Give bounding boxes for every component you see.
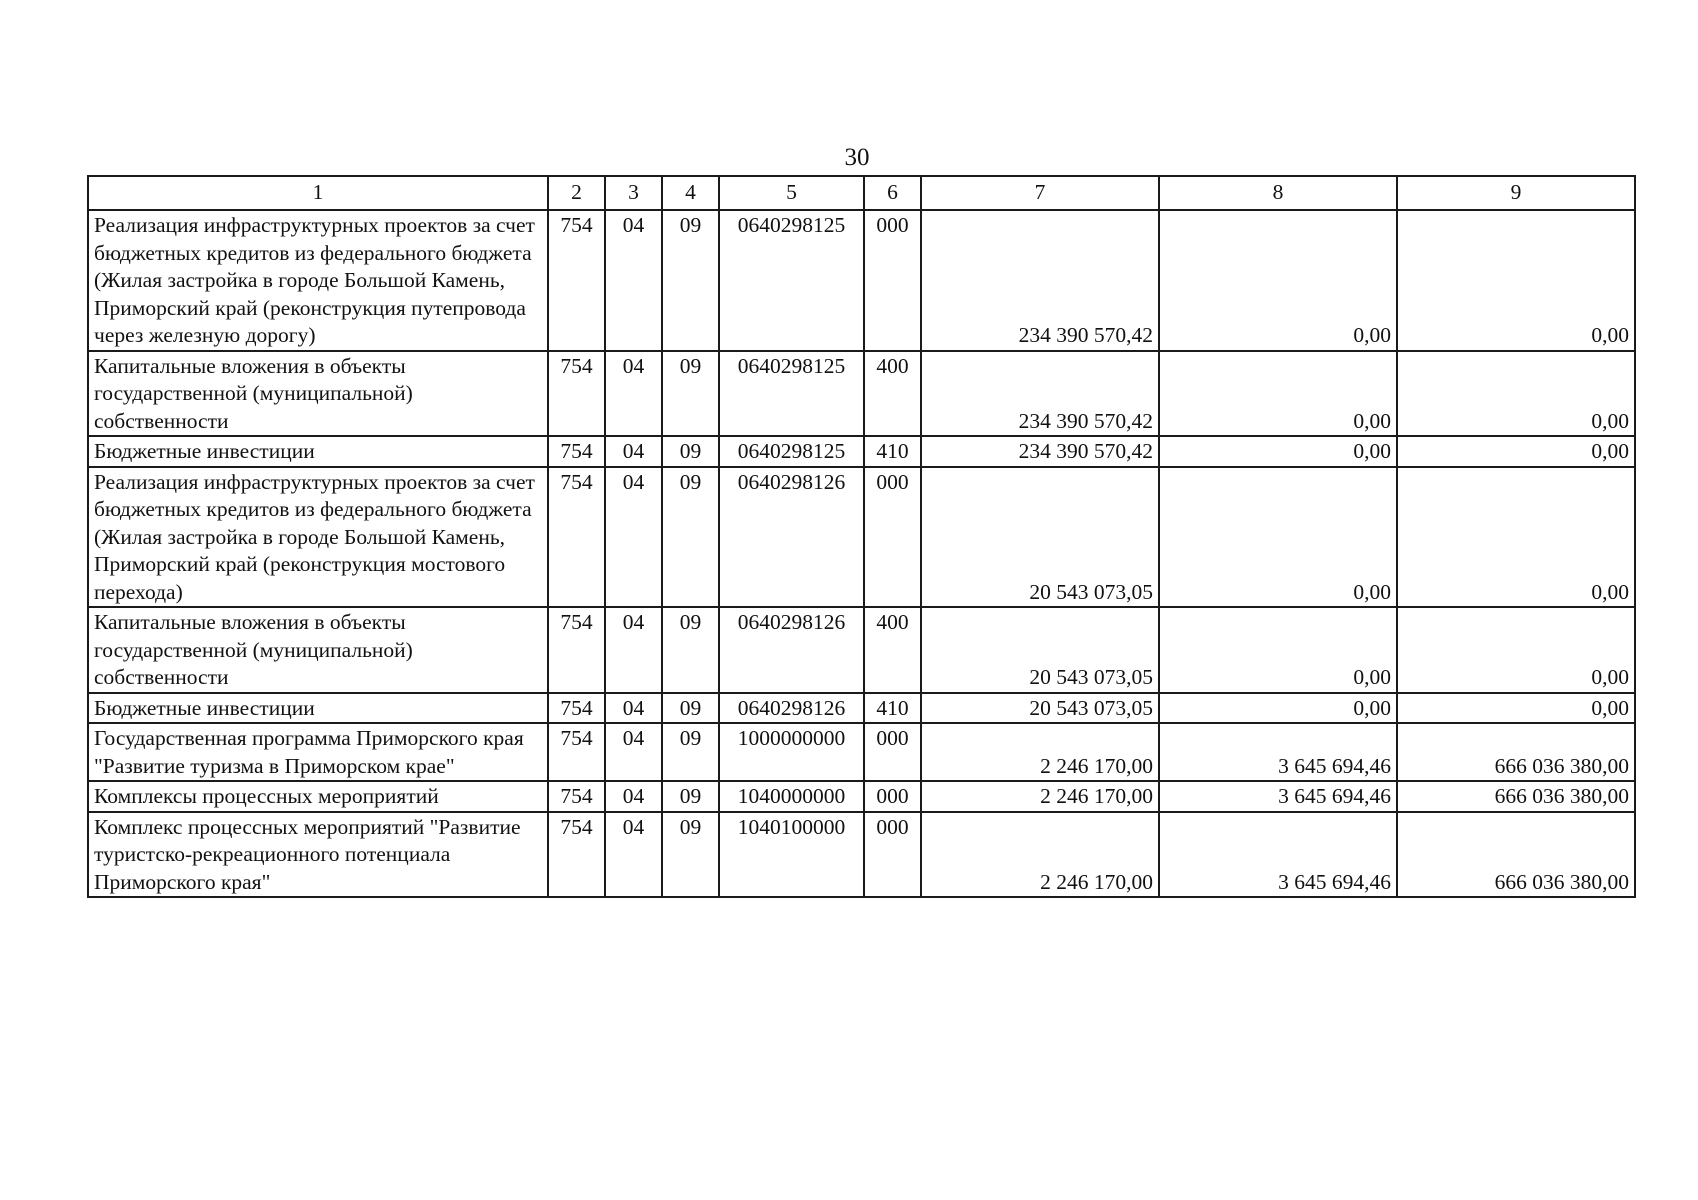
row-name: Бюджетные инвестиции <box>88 693 548 724</box>
amount-col-9: 0,00 <box>1397 436 1635 467</box>
section-code: 04 <box>605 812 662 898</box>
expense-type-code: 410 <box>864 436 921 467</box>
amount-col-8: 0,00 <box>1159 467 1397 608</box>
row-name: Государственная программа Приморского края "Развитие туризма в Приморском крае" <box>88 723 548 781</box>
amount-col-9: 666 036 380,00 <box>1397 723 1635 781</box>
subsection-code: 09 <box>662 693 719 724</box>
target-article-code: 1040100000 <box>719 812 864 898</box>
expense-type-code: 410 <box>864 693 921 724</box>
row-name: Реализация инфраструктурных проектов за счет бюджетных кредитов из федерального бюджета (Жилая застройка в городе Большой Камень, Приморский край (реконструкция путепровода через железную дорогу) <box>88 210 548 351</box>
column-header-4: 4 <box>662 176 719 210</box>
subsection-code: 09 <box>662 781 719 812</box>
table-row <box>88 693 1635 724</box>
table-row <box>88 436 1635 467</box>
expense-type-code: 400 <box>864 607 921 693</box>
amount-col-9: 666 036 380,00 <box>1397 812 1635 898</box>
amount-col-8: 3 645 694,46 <box>1159 812 1397 898</box>
subsection-code: 09 <box>662 436 719 467</box>
amount-col-7: 20 543 073,05 <box>921 693 1159 724</box>
header-row <box>88 176 1635 210</box>
expense-type-code: 000 <box>864 812 921 898</box>
expense-type-code: 400 <box>864 351 921 437</box>
column-header-3: 3 <box>605 176 662 210</box>
section-code: 04 <box>605 723 662 781</box>
expense-type-code: 000 <box>864 781 921 812</box>
amount-col-7: 234 390 570,42 <box>921 210 1159 351</box>
section-code: 04 <box>605 436 662 467</box>
amount-col-8: 0,00 <box>1159 693 1397 724</box>
table-row <box>88 210 1635 351</box>
column-header-2: 2 <box>548 176 605 210</box>
admin-code: 754 <box>548 693 605 724</box>
subsection-code: 09 <box>662 210 719 351</box>
amount-col-9: 0,00 <box>1397 467 1635 608</box>
admin-code: 754 <box>548 436 605 467</box>
amount-col-7: 2 246 170,00 <box>921 781 1159 812</box>
target-article-code: 0640298126 <box>719 693 864 724</box>
page-number: 30 <box>844 144 870 171</box>
target-article-code: 0640298125 <box>719 351 864 437</box>
subsection-code: 09 <box>662 607 719 693</box>
amount-col-7: 2 246 170,00 <box>921 812 1159 898</box>
section-code: 04 <box>605 210 662 351</box>
amount-col-8: 0,00 <box>1159 436 1397 467</box>
table-row <box>88 607 1635 693</box>
amount-col-9: 0,00 <box>1397 607 1635 693</box>
table-row <box>88 351 1635 437</box>
amount-col-8: 3 645 694,46 <box>1159 781 1397 812</box>
table-row <box>88 781 1635 812</box>
expense-type-code: 000 <box>864 723 921 781</box>
admin-code: 754 <box>548 723 605 781</box>
amount-col-8: 3 645 694,46 <box>1159 723 1397 781</box>
amount-col-8: 0,00 <box>1159 607 1397 693</box>
admin-code: 754 <box>548 607 605 693</box>
amount-col-9: 666 036 380,00 <box>1397 781 1635 812</box>
expense-type-code: 000 <box>864 210 921 351</box>
section-code: 04 <box>605 693 662 724</box>
target-article-code: 0640298126 <box>719 467 864 608</box>
amount-col-9: 0,00 <box>1397 210 1635 351</box>
expense-type-code: 000 <box>864 467 921 608</box>
admin-code: 754 <box>548 351 605 437</box>
subsection-code: 09 <box>662 723 719 781</box>
subsection-code: 09 <box>662 467 719 608</box>
column-header-1: 1 <box>88 176 548 210</box>
target-article-code: 0640298125 <box>719 210 864 351</box>
amount-col-7: 20 543 073,05 <box>921 467 1159 608</box>
amount-col-8: 0,00 <box>1159 351 1397 437</box>
subsection-code: 09 <box>662 812 719 898</box>
column-header-7: 7 <box>921 176 1159 210</box>
table-row <box>88 467 1635 608</box>
section-code: 04 <box>605 467 662 608</box>
column-header-6: 6 <box>864 176 921 210</box>
table-row <box>88 723 1635 781</box>
subsection-code: 09 <box>662 351 719 437</box>
column-header-5: 5 <box>719 176 864 210</box>
row-name: Комплекс процессных мероприятий "Развитие туристско-рекреационного потенциала Приморского края" <box>88 812 548 898</box>
column-header-8: 8 <box>1159 176 1397 210</box>
amount-col-8: 0,00 <box>1159 210 1397 351</box>
amount-col-7: 234 390 570,42 <box>921 436 1159 467</box>
admin-code: 754 <box>548 467 605 608</box>
row-name: Капитальные вложения в объекты государственной (муниципальной) собственности <box>88 351 548 437</box>
row-name: Комплексы процессных мероприятий <box>88 781 548 812</box>
column-header-9: 9 <box>1397 176 1635 210</box>
section-code: 04 <box>605 781 662 812</box>
admin-code: 754 <box>548 210 605 351</box>
admin-code: 754 <box>548 781 605 812</box>
amount-col-7: 234 390 570,42 <box>921 351 1159 437</box>
target-article-code: 1040000000 <box>719 781 864 812</box>
target-article-code: 1000000000 <box>719 723 864 781</box>
row-name: Бюджетные инвестиции <box>88 436 548 467</box>
admin-code: 754 <box>548 812 605 898</box>
amount-col-7: 20 543 073,05 <box>921 607 1159 693</box>
row-name: Реализация инфраструктурных проектов за счет бюджетных кредитов из федерального бюджета (Жилая застройка в городе Большой Камень, Приморский край (реконструкция мостового перехода) <box>88 467 548 608</box>
budget-table <box>87 175 1636 898</box>
section-code: 04 <box>605 351 662 437</box>
amount-col-9: 0,00 <box>1397 693 1635 724</box>
target-article-code: 0640298126 <box>719 607 864 693</box>
table-row <box>88 812 1635 898</box>
amount-col-9: 0,00 <box>1397 351 1635 437</box>
amount-col-7: 2 246 170,00 <box>921 723 1159 781</box>
target-article-code: 0640298125 <box>719 436 864 467</box>
row-name: Капитальные вложения в объекты государственной (муниципальной) собственности <box>88 607 548 693</box>
section-code: 04 <box>605 607 662 693</box>
